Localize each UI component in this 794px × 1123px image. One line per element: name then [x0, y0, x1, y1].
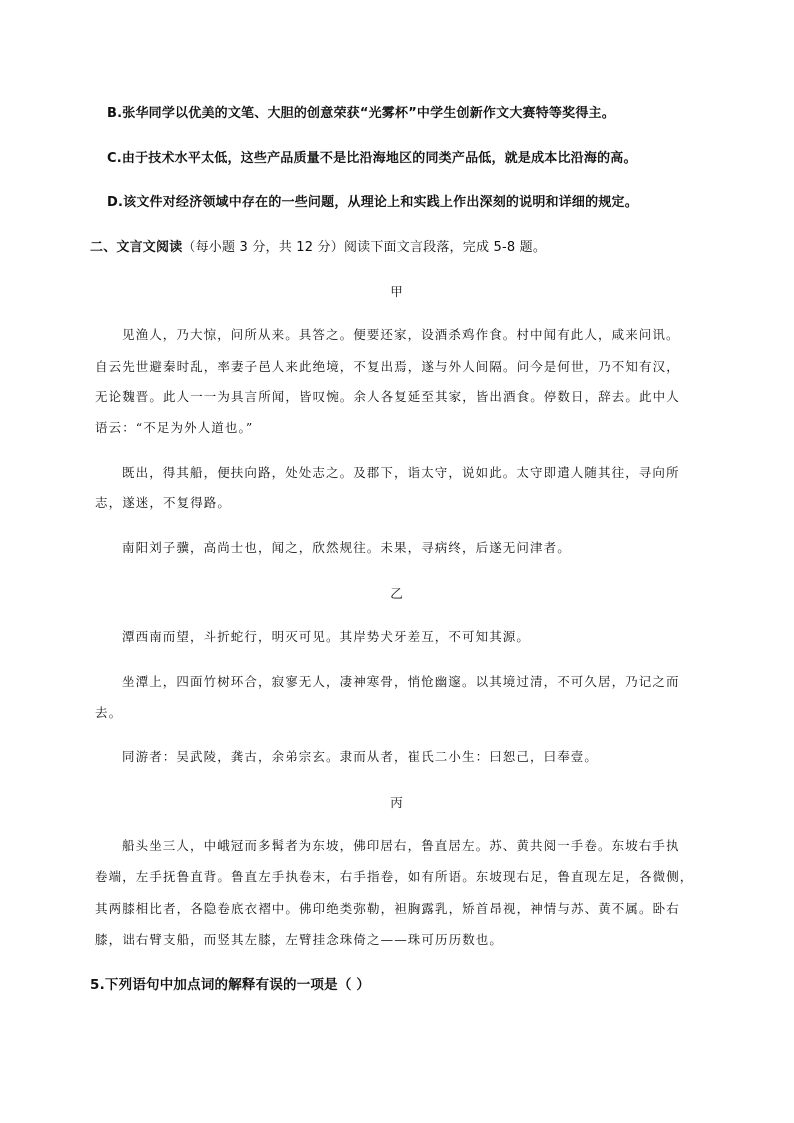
- passage-yi-title: 乙: [390, 586, 404, 601]
- passage-yi-line-1: 潭西南而望，斗折蛇行，明灭可见。其岸势犬牙差互，不可知其源。: [122, 629, 531, 644]
- passage-jia-line-4: 语云：“不足为外人道也。”: [95, 420, 254, 435]
- passage-yi-line-2: 坐潭上，四面竹树环合，寂寥无人，凄神寒骨，悄怆幽邃。以其境过清，不可久居，乃记之而: [122, 674, 680, 689]
- passage-bing-line-4: 膝，诎右臂支船，而竖其左膝，左臂挂念珠倚之——珠可历历数也。: [95, 932, 504, 947]
- passage-jia-line-2: 自云先世避秦时乱，率妻子邑人来此绝境，不复出焉，遂与外人间隔。问今是何世，乃不知有汉，: [95, 359, 680, 374]
- passage-jia-line-3: 无论魏晋。此人一一为具言所闻，皆叹惋。余人各复延至其家，皆出酒食。停数日，辞去。此中人: [95, 389, 680, 404]
- passage-bing-line-1: 船头坐三人，中峨冠而多髯者为东坡，佛印居右，鲁直居左。苏、黄共阅一手卷。东坡右手执: [122, 838, 680, 853]
- passage-jia-line-7: 南阳刘子骥，高尚士也，闻之，欣然规往。未果，寻病终，后遂无问津者。: [122, 540, 571, 555]
- passage-jia-line-6: 志，遂迷，不复得路。: [95, 495, 232, 510]
- option-c: C.由于技术水平太低，这些产品质量不是比沿海地区的同类产品低，就是成本比沿海的高。: [107, 151, 637, 166]
- section-heading: [90, 236, 546, 255]
- section-heading-label: 二、文言文阅读: [90, 240, 183, 255]
- passage-jia-title: 甲: [390, 284, 404, 299]
- section-heading-instructions: （每小题 3 分，共 12 分）阅读下面文言段落，完成 5-8 题。: [182, 240, 547, 255]
- passage-bing-line-3: 其两膝相比者，各隐卷底衣褶中。佛印绝类弥勒，袒胸露乳，矫首昂视，神情与苏、黄不属。卧右: [95, 901, 680, 916]
- option-b: B.张华同学以优美的文笔、大胆的创意荣获“光雾杯”中学生创新作文大赛特等奖得主。: [107, 106, 615, 121]
- passage-jia-line-5: 既出，得其船，便扶向路，处处志之。及郡下，诣太守，说如此。太守即遣人随其往，寻向所: [122, 465, 680, 480]
- passage-bing-title: 丙: [390, 795, 404, 810]
- passage-yi-line-4: 同游者：吴武陵，龚古，余弟宗玄。隶而从者，崔氏二小生：曰恕己，曰奉壹。: [122, 749, 599, 764]
- passage-bing-line-2: 卷端，左手抚鲁直背。鲁直左手执卷末，右手指卷，如有所语。东坡现右足，鲁直现左足，各微侧，: [95, 869, 694, 884]
- passage-jia-line-1: 见渔人，乃大惊，问所从来。具答之。便要还家，设酒杀鸡作食。村中闻有此人，咸来问讯。: [122, 327, 680, 342]
- passage-yi-line-3: 去。: [95, 705, 123, 720]
- option-d: D.该文件对经济领域中存在的一些问题，从理论上和实践上作出深刻的说明和详细的规定。: [107, 195, 638, 210]
- question-5: 5.下列语句中加点词的解释有误的一项是（ ）: [90, 977, 371, 993]
